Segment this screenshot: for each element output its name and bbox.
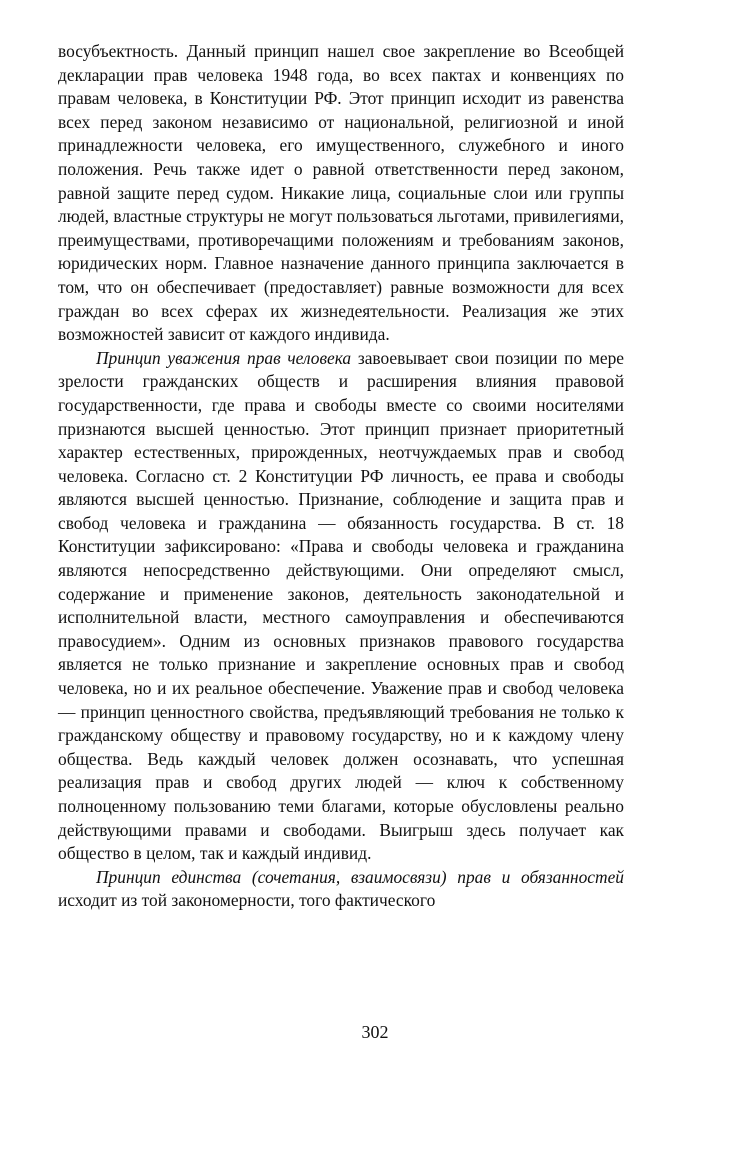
paragraph-equality: [58, 40, 624, 347]
paragraph-text: завоевывает свои позиции по мере зрелости гражданских обществ и расширения влияния правовой государственности, где права и свободы вместе со своими носителями признаются высшей ценностью. Этот принцип признает приоритетный характер естественных, прирожденных, неотчуждаемых прав и свобод человека. Согласно ст. 2 Конституции РФ личность, ее права и свободы являются высшей ценностью. Признание, соблюдение и защита прав и свобод человека и гражданина — обязанность государства. В ст. 18 Конституции зафиксировано: «Права и свободы человека и гражданина являются непосредственно действующими. Они определяют смысл, содержание и применение законов, деятельность законодательной и исполнительной власти, местного самоуправления и обеспечиваются правосудием». Одним из основных признаков правового государства является не только признание и закрепление основных прав и свобод человека, но и их реальное обеспечение. Уважение прав и свобод человека — принцип ценностного свойства, предъявляющий требования не только к гражданскому обществу и правовому государству, но и к каждому члену общества. Ведь каждый человек должен осознавать, что успешная реализация прав и свобод других людей — ключ к собственному полноценному пользованию теми благами, которые обусловлены реально действующими правами и свободами. Выигрыш здесь получает как общество в целом, так и каждый индивид.: [58, 347, 625, 864]
paragraph-lead-italic: Принцип уважения прав человека: [96, 347, 352, 368]
paragraph-rights-duties: [58, 866, 624, 913]
document-page: [58, 40, 624, 913]
paragraph-human-rights: [58, 347, 624, 866]
paragraph-lead-italic: Принцип единства (сочетания, взаимосвязи) прав и обязанностей: [96, 866, 624, 887]
paragraph-text: исходит из той закономерности, того фактического: [58, 890, 436, 911]
paragraph-text: восубъектность. Данный принцип нашел свое закрепление во Всеобщей декларации прав человека 1948 года, во всех пактах и конвенциях по правам человека, в Конституции РФ. Этот принцип исходит из равенства всех перед законом независимо от национальной, религиозной и иной принадлежности человека, его имущественного, служебного и иного положения. Речь также идет о равной ответственности перед законом, равной защите перед судом. Никакие лица, социальные слои или группы людей, властные структуры не могут пользоваться льготами, привилегиями, преимуществами, противоречащими положениям и требованиям законов, юридических норм. Главное назначение данного принципа заключается в том, что он обеспечивает (предоставляет) равные возможности для всех граждан во всех сферах их жизнедеятельности. Реализация же этих возможностей зависит от каждого индивида.: [58, 41, 624, 345]
page-number: 302: [361, 1022, 389, 1042]
